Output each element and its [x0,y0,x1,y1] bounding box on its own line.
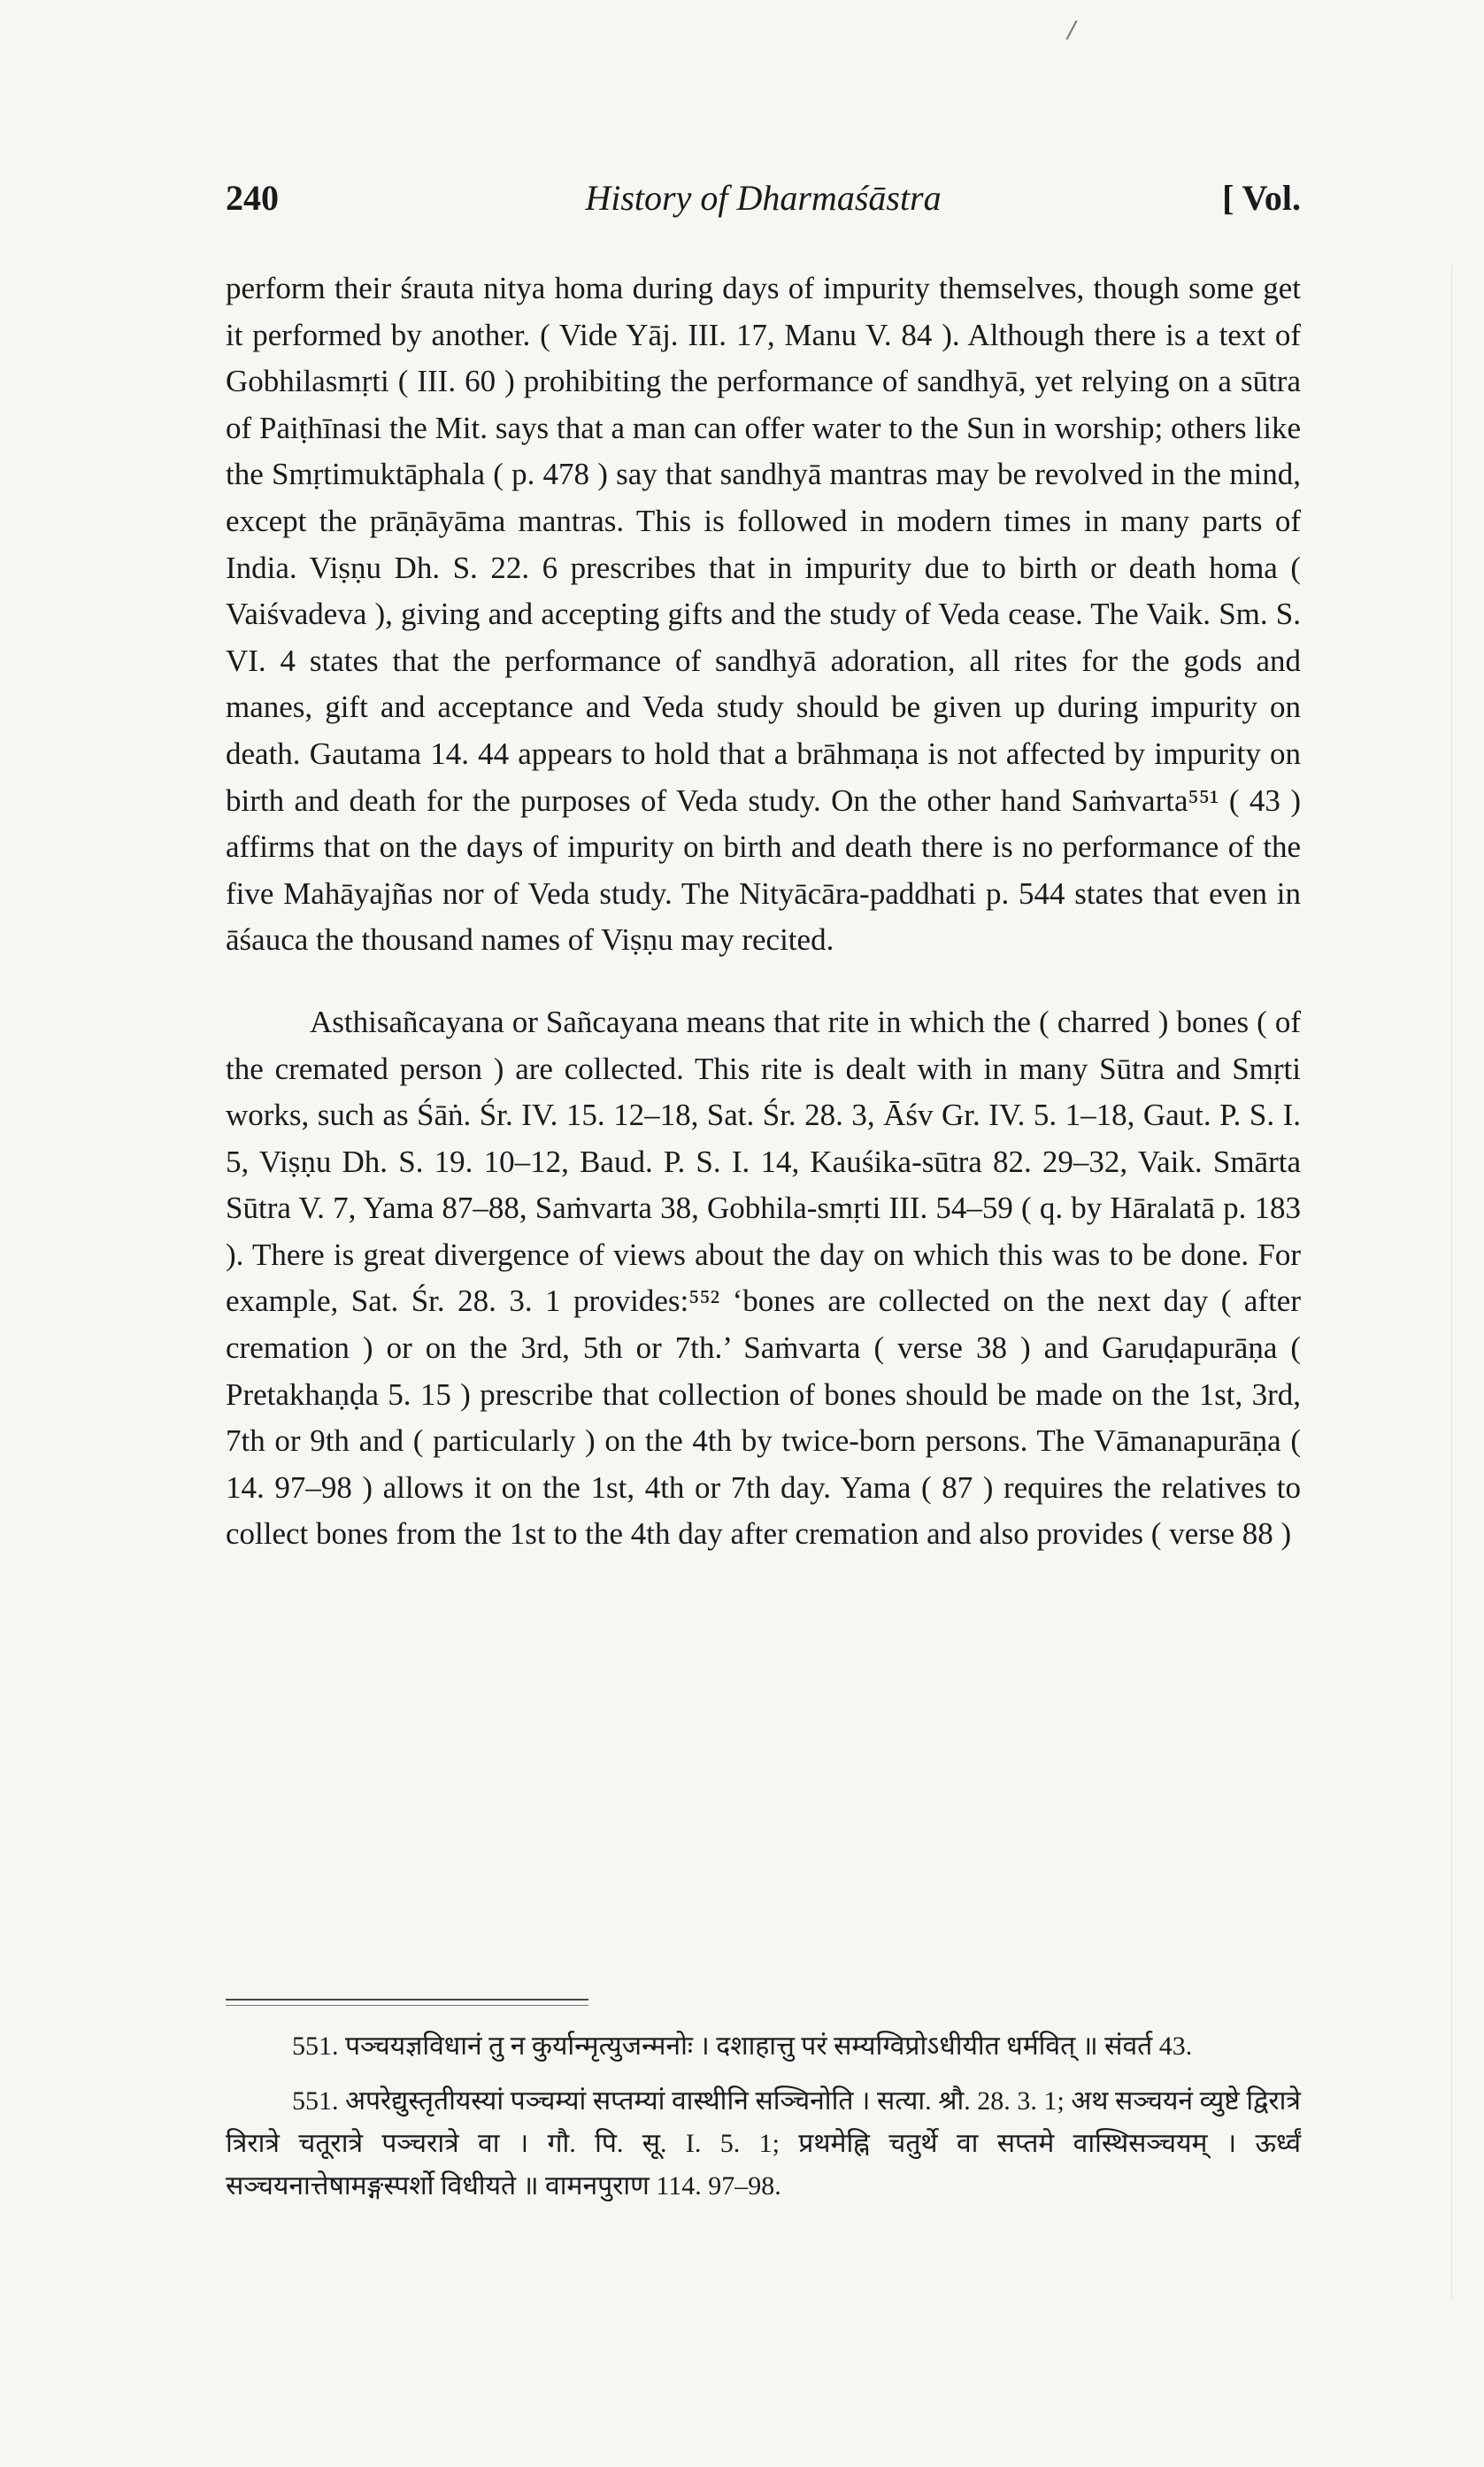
main-text [226,266,1301,1558]
page-edge-shadow [1451,266,1452,2301]
paragraph-asthisancayana: Asthisañcayana or Sañcayana means that rite in which the ( charred ) bones ( of the cremated person ) are collected. This rite is dealt with in many Sūtra and Smṛti works, such as Śāṅ. Śr. IV. 15. 12–18, Sat. Śr. 28. 3, Āśv Gr. IV. 5. 1–18, Gaut. P. S. I. 5, Viṣṇu Dh. S. 19. 10–12, Baud. P. S. I. 14, Kauśika-sūtra 82. 29–32, Vaik. Smārta Sūtra V. 7, Yama 87–88, Saṁvarta 38, Gobhila-smṛti III. 54–59 ( q. by Hāralatā p. 183 ). There is great divergence of views about the day on which this was to be done. For example, Sat. Śr. 28. 3. 1 provides:⁵⁵² ‘bones are collected on the next day ( after cremation ) or on the 3rd, 5th or 7th.’ Saṁvarta ( verse 38 ) and Garuḍapurāṇa ( Pretakhaṇḍa 5. 15 ) prescribe that collection of bones should be made on the 1st, 3rd, 7th or 9th and ( particularly ) on the 4th by twice-born persons. The Vāmanapurāṇa ( 14. 97–98 ) allows it on the 1st, 4th or 7th day. Yama ( 87 ) requires the relatives to collect bones from the 1st to the 4th day after cremation and also provides ( verse 88 ) [226,1004,1301,1552]
pencil-mark [1065,20,1077,40]
footnote-551: 551. पञ्चयज्ञविधानं तु न कुर्यान्मृत्युजन्मनोः । दशाहात्तु परं सम्यग्विप्रोऽधीयीत धर्मवित् ॥ संवर्त 43. [292,2031,1193,2061]
running-title: History of Dharmaśāstra [585,178,942,218]
volume-label: [ Vol. [1222,178,1301,218]
page-number: 240 [226,178,279,218]
running-header [226,177,1301,230]
footnote-divider [226,1999,588,2002]
footnotes [226,2025,1301,2220]
footnote-552: 551. अपरेद्युस्तृतीयस्यां पञ्चम्यां सप्तम्यां वास्थीनि सञ्चिनोति । सत्या. श्रौ. 28. 3. 1; अथ सञ्चयनं व्युष्टे द्विरात्रे त्रिरात्रे चतूरात्रे पञ्चरात्रे वा । गौ. पि. सू. I. 5. 1; प्रथमेह्नि चतुर्थे वा सप्तमे वास्थिसञ्चयम् । ऊर्ध्वं सञ्चयनात्तेषामङ्गस्पर्शो विधीयते ॥ वामनपुराण 114. 97–98. [226,2086,1301,2201]
paragraph-impurity-rites: perform their śrauta nitya homa during days of impurity themselves, though some get it performed by another. ( Vide Yāj. III. 17, Manu V. 84 ). Although there is a text of Gobhilasmṛti ( III. 60 ) prohibiting the performance of sandhyā, yet relying on a sūtra of Paiṭhīnasi the Mit. says that a man can offer water to the Sun in worship; others like the Smṛtimuktāphala ( p. 478 ) say that sandhyā mantras may be revolved in the mind, except the prāṇāyāma mantras. This is followed in modern times in many parts of India. Viṣṇu Dh. S. 22. 6 prescribes that in impurity due to birth or death homa ( Vaiśvadeva ), giving and accepting gifts and the study of Veda cease. The Vaik. Sm. S. VI. 4 states that the performance of sandhyā adoration, all rites for the gods and manes, gift and acceptance and Veda study should be given up during impurity on death. Gautama 14. 44 appears to hold that a brāhmaṇa is not affected by impurity on birth and death for the purposes of Veda study. On the other hand Saṁvarta⁵⁵¹ ( 43 ) affirms that on the days of impurity on birth and death there is no performance of the five Mahāyajñas nor of Veda study. The Nityācāra-paddhati p. 544 states that even in āśauca the thousand names of Viṣṇu may recited. [226,271,1301,958]
